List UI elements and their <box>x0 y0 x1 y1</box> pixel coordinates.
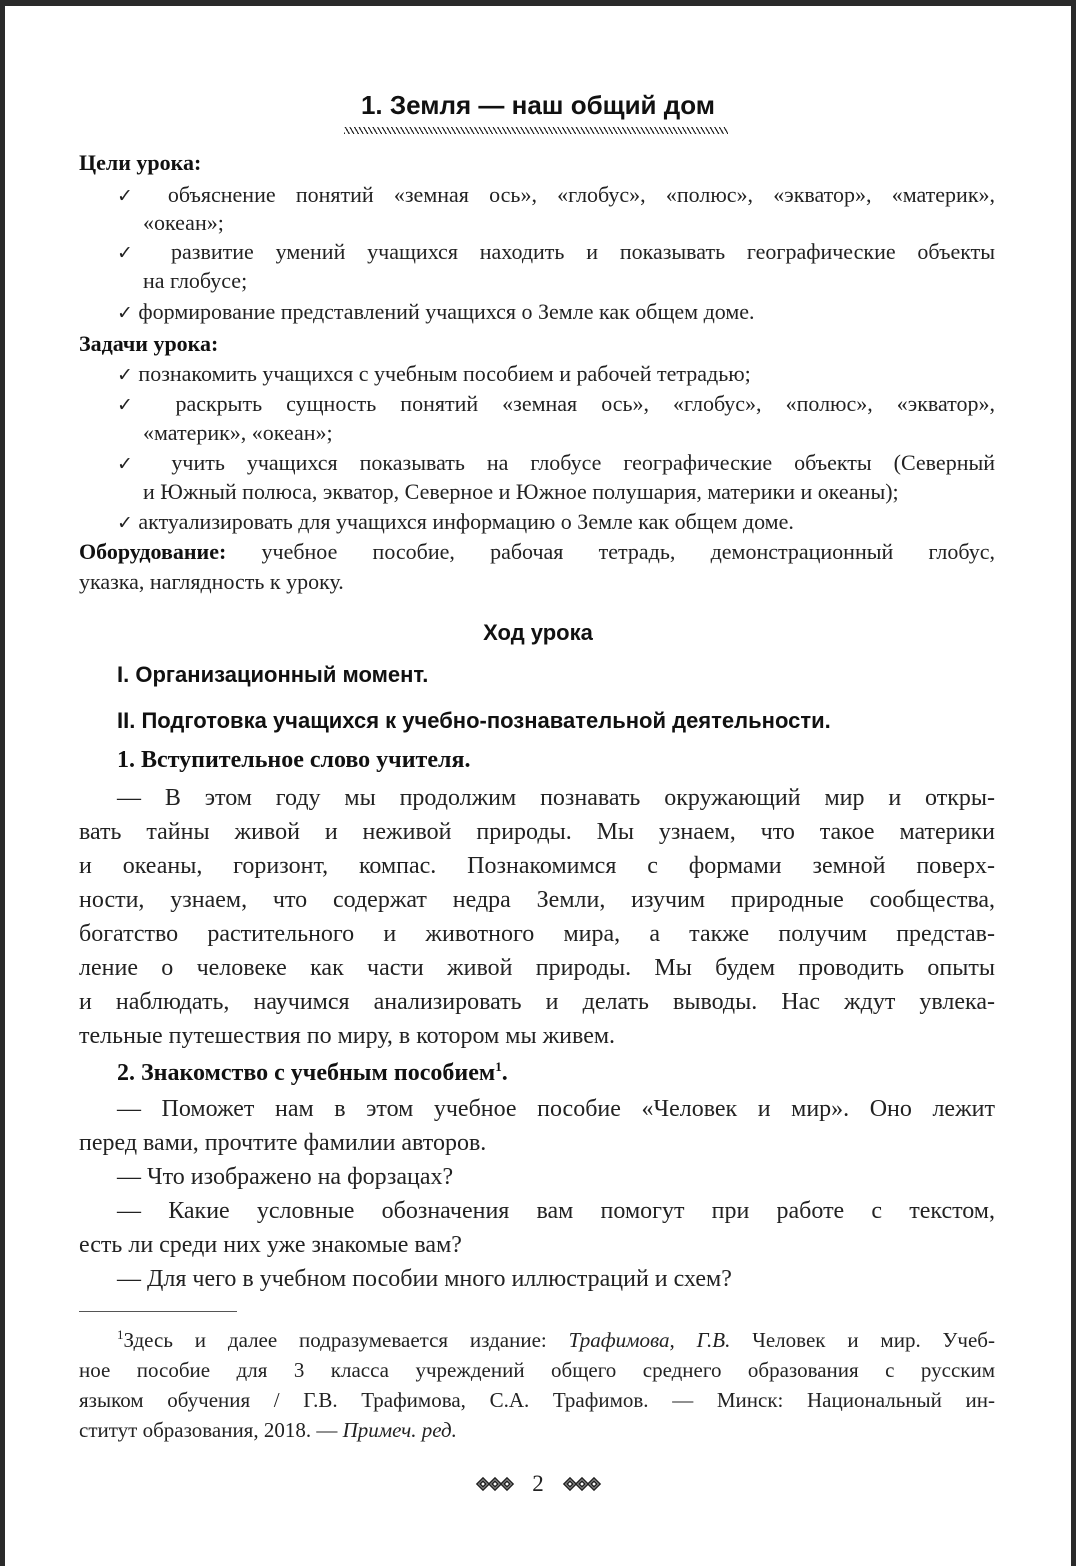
paragraph-line: и наблюдать, научимся анализировать и делать выводы. Нас ждут увлека- <box>79 989 995 1015</box>
check-icon: ✓ <box>117 302 133 324</box>
goal-item: ✓ формирование представлений учащихся о Земле как общем доме. <box>117 299 755 324</box>
footnote-editor-note: Примеч. ред. <box>342 1418 457 1442</box>
goal-item-continuation: на глобусе; <box>143 268 248 293</box>
goals-heading: Цели урока: <box>79 150 202 175</box>
tasks-heading: Задачи урока: <box>79 331 219 356</box>
equipment-label: Оборудование: <box>79 539 227 564</box>
dialog-line: есть ли среди них уже знакомые вам? <box>79 1232 462 1258</box>
task-item: ✓ учить учащихся показывать на глобусе географические объекты (Северный <box>117 450 996 475</box>
stage-heading: I. Организационный момент. <box>117 662 429 687</box>
ornament-left-icon <box>475 1475 519 1493</box>
paragraph-line: и океаны, горизонт, компас. Познакомимся с формами земной поверх- <box>79 853 995 879</box>
equipment-text: учебное пособие, рабочая тетрадь, демонстрационный глобус, <box>261 539 995 564</box>
check-icon: ✓ <box>117 242 150 264</box>
check-icon: ✓ <box>117 185 148 207</box>
footnote-author: Трафимова, Г.В. <box>568 1328 731 1352</box>
paragraph-line: вать тайны живой и неживой природы. Мы узнаем, что такое материки <box>79 819 995 845</box>
task-item: ✓ актуализировать для учащихся информацию о Земле как общем доме. <box>117 509 794 534</box>
footnote-line: языком обучения / Г.В. Трафимова, С.А. Трафимов. — Минск: Национальный ин- <box>79 1388 995 1412</box>
task-item: ✓ раскрыть сущность понятий «земная ось», «глобус», «полюс», «экватор», <box>117 391 996 416</box>
subsection-heading: 2. Знакомство с учебным пособием$^1$. <box>117 1059 508 1086</box>
paragraph-line: ности, узнаем, что содержат недра Земли, изучим природные сообщества, <box>79 887 995 913</box>
page-title: 1. Земля — наш общий дом <box>360 90 716 120</box>
dialog-line: — Для чего в учебном пособии много иллюстраций и схем? <box>117 1266 732 1292</box>
goal-item: ✓ развитие умений учащихся находить и показывать географические объекты <box>117 239 995 264</box>
footnote-mark: 1 <box>117 1327 124 1342</box>
goal-item-continuation: «океан»; <box>143 210 224 235</box>
scan-edge-right <box>1071 0 1076 1566</box>
dialog-line: — Что изображено на форзацах? <box>117 1164 454 1190</box>
check-icon: ✓ <box>117 364 133 386</box>
page-number: 2 <box>532 1470 544 1496</box>
footnote-line: $^1$Здесь и далее подразумевается издание: Трафимова, Г.В. Человек и мир. Учеб- <box>117 1327 995 1352</box>
scan-edge-top <box>0 0 1076 6</box>
footnote-line: ститут образования, 2018. — Примеч. ред. <box>79 1418 457 1442</box>
goal-item: ✓ объяснение понятий «земная ось», «глобус», «полюс», «экватор», «материк», <box>117 182 996 207</box>
paragraph-line: ление о человеке как части живой природы. Мы будем проводить опыты <box>79 955 995 981</box>
footnote-reference: 1 <box>495 1059 502 1074</box>
stage-heading: II. Подготовка учащихся к учебно-познавательной деятельности. <box>117 708 831 733</box>
subsection-heading: 1. Вступительное слово учителя. <box>117 747 471 773</box>
task-item-continuation: и Южный полюса, экватор, Северное и Южное полушария, материки и океаны); <box>143 479 899 504</box>
check-icon: ✓ <box>117 394 152 416</box>
check-icon: ✓ <box>117 512 133 534</box>
footnote-line: ное пособие для 3 класса учреждений общего среднего образования с русским <box>79 1358 995 1382</box>
paragraph-line: — В этом году мы продолжим познавать окружающий мир и откры- <box>117 785 995 811</box>
footnote-rule <box>79 1311 237 1312</box>
equipment-text-continuation: указка, наглядность к уроку. <box>79 569 344 594</box>
title-underline-hatch <box>344 127 728 134</box>
paragraph-line: богатство растительного и животного мира, а также получим представ- <box>79 921 995 947</box>
ornament-right-icon <box>558 1475 602 1493</box>
task-item-continuation: «материк», «океан»; <box>143 420 333 445</box>
task-item: ✓ познакомить учащихся с учебным пособием и рабочей тетрадью; <box>117 361 751 386</box>
check-icon: ✓ <box>117 453 150 475</box>
equipment-line <box>79 537 995 567</box>
paragraph-line: тельные путешествия по миру, в котором мы живем. <box>79 1023 616 1049</box>
lesson-flow-heading: Ход урока <box>483 620 593 645</box>
page-footer <box>0 1467 1076 1499</box>
scan-edge-left <box>0 0 5 1566</box>
dialog-line: перед вами, прочтите фамилии авторов. <box>79 1130 487 1156</box>
dialog-line: — Поможет нам в этом учебное пособие «Человек и мир». Оно лежит <box>117 1096 995 1122</box>
dialog-line: — Какие условные обозначения вам помогут при работе с текстом, <box>117 1198 995 1224</box>
